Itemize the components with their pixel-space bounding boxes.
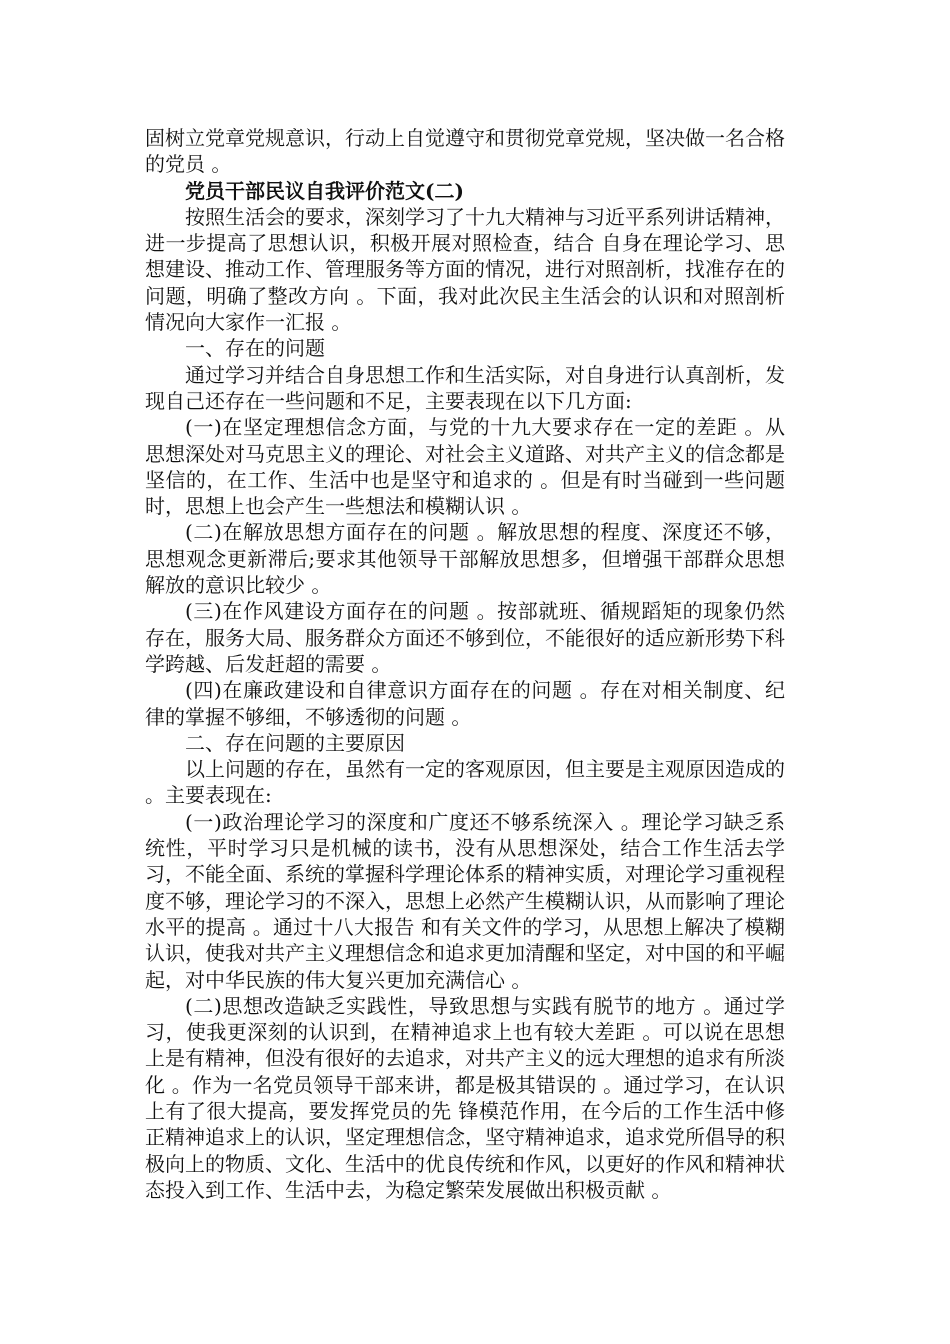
paragraph-problem-2: (二)在解放思想方面存在的问题 。解放思想的程度、深度还不够，思想观念更新滞后;要求其他领导干部解放思想多，但增强干部群众思想解放的意识比较少 。 bbox=[145, 520, 785, 598]
paragraph-problem-4: (四)在廉政建设和自律意识方面存在的问题 。存在对相关制度、纪律的掌握不够细，不够透彻的问题 。 bbox=[145, 678, 785, 729]
paragraph-cause-1: (一)政治理论学习的深度和广度还不够系统深入 。理论学习缺乏系统性，平时学习只是机械的读书，没有从思想深处，结合工作生活去学习，不能全面、系统的掌握科学理论体系的精神实质，对理论学习重视程度不够，理论学习的不深入，思想上必然产生模糊认识，从而影响了理论水平的提高 。通过十八大报告 和有关文件的学习，从思想上解决了模糊认识，使我对共产主义理想信念和追求更加清醒和坚定，对中国的和平崛起，对中华民族的伟大复兴更加充满信心 。 bbox=[145, 809, 785, 992]
paragraph-cause-2: (二)思想改造缺乏实践性，导致思想与实践有脱节的地方 。通过学习，使我更深刻的认识到，在精神追求上也有较大差距 。可以说在思想上是有精神，但没有很好的去追求，对共产主义的远大理想的追求有所淡化 。作为一名党员领导干部来讲，都是极其错误的 。通过学习，在认识上有了很大提高，要发挥党员的先 锋模范作用，在今后的工作生活中修正精神追求上的认识，坚定理想信念，坚守精神追求，追求党所倡导的积极向上的物质、文化、生活中的优良传统和作风，以更好的作风和精神状态投入到工作、生活中去，为稳定繁荣发展做出积极贡献 。 bbox=[145, 993, 785, 1202]
article-title: 党员干部民议自我评价范文(二) bbox=[185, 178, 464, 203]
paragraph-intro: 按照生活会的要求，深刻学习了十九大精神与习近平系列讲话精神，进一步提高了思想认识，积极开展对照检查，结合 自身在理论学习、思想建设、推动工作、管理服务等方面的情况，进行对照剖析，找准存在的问题，明确了整改方向 。下面，我对此次民主生活会的认识和对照剖析 情况向大家作一汇报 。 bbox=[145, 204, 785, 335]
paragraph-causes-intro: 以上问题的存在，虽然有一定的客观原因，但主要是主观原因造成的 。主要表现在: bbox=[145, 757, 785, 808]
paragraph-problem-3: (三)在作风建设方面存在的问题 。按部就班、循规蹈矩的现象仍然存在，服务大局、服务群众方面还不够到位，不能很好的适应新形势下科学跨越、后发赶超的需要 。 bbox=[145, 599, 785, 676]
section-heading-problems: 一、存在的问题 bbox=[185, 336, 325, 361]
paragraph-continuation: 固树立党章党规意识，行动上自觉遵守和贯彻党章党规，坚决做一名合格的党员 。 bbox=[145, 126, 785, 177]
paragraph-problems-intro: 通过学习并结合自身思想工作和生活实际，对自身进行认真剖析，发现自己还存在一些问题和不足，主要表现在以下几方面: bbox=[145, 362, 785, 413]
section-heading-causes: 二、存在问题的主要原因 bbox=[185, 730, 405, 755]
document-body bbox=[145, 125, 785, 1203]
paragraph-problem-1: (一)在坚定理想信念方面，与党的十九大要求存在一定的差距 。从思想深处对马克思主义的理论、对社会主义道路、对共产主义的信念都是坚信的，在工作、生活中也是坚守和追求的 。但是有时当碰到一些问题时，思想上也会产生一些想法和模糊认识 。 bbox=[145, 415, 785, 519]
